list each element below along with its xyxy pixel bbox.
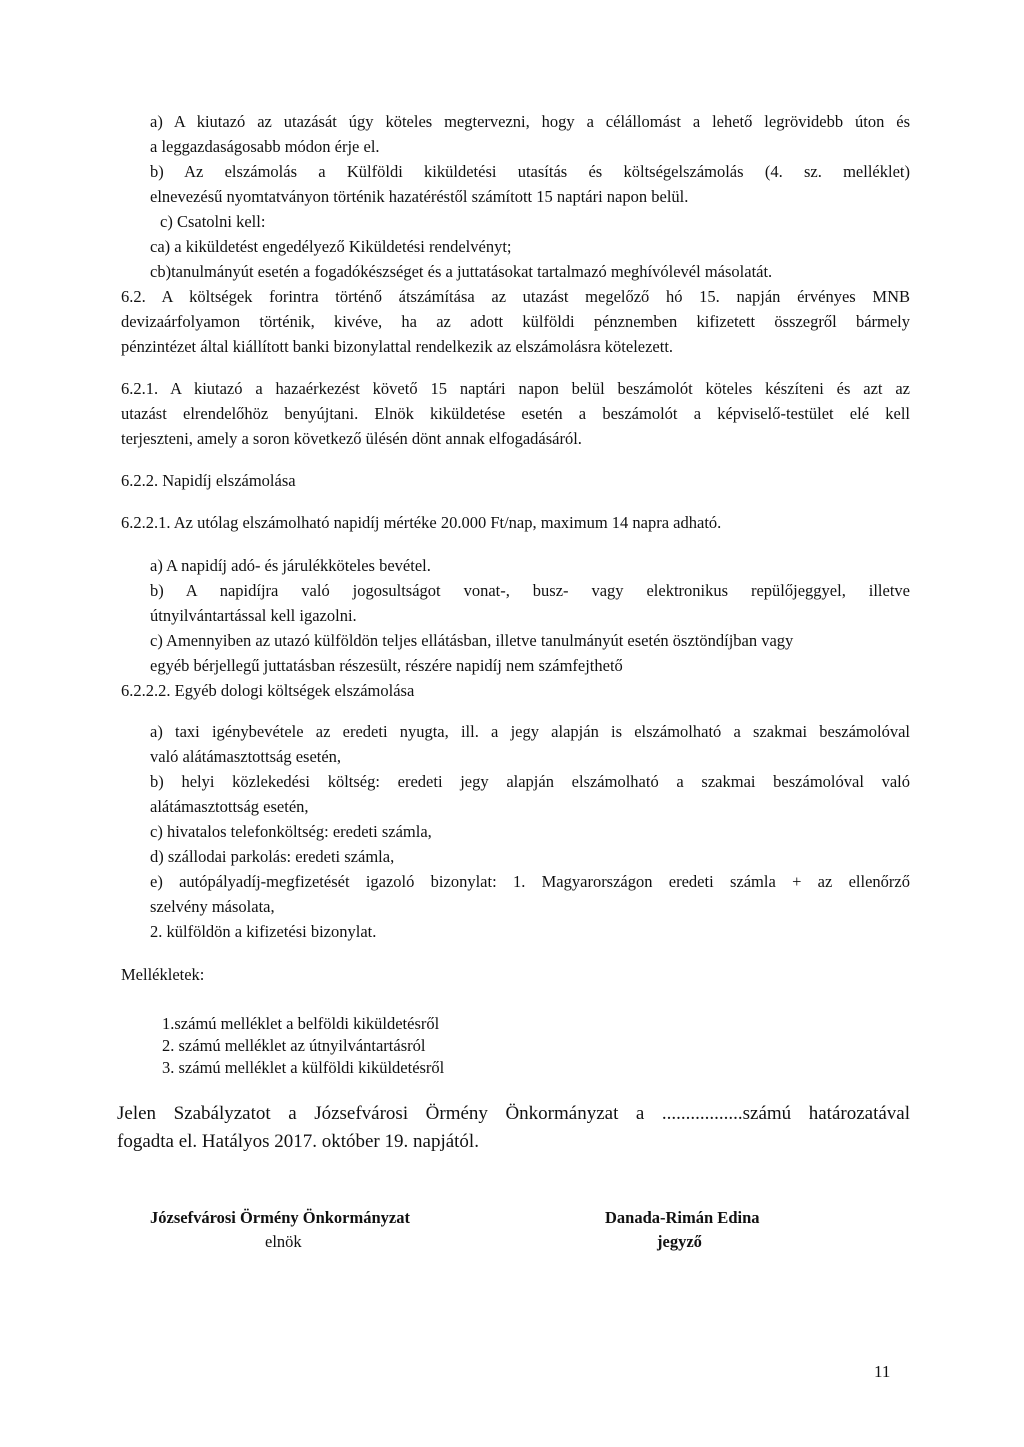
attachments-heading: Mellékletek: (121, 965, 205, 984)
text-line: útnyilvántartással kell igazolni. (150, 606, 357, 625)
section-6-2-2-1: 6.2.2.1. Az utólag elszámolható napidíj mértéke 20.000 Ft/nap, maximum 14 napra adható. (121, 513, 722, 532)
text-line: való alátámasztottság esetén, (150, 747, 342, 766)
text-line: d) szállodai parkolás: eredeti számla, (150, 847, 395, 866)
text-line: szelvény másolata, (150, 897, 275, 916)
text-line: cb)tanulmányút esetén a fogadókészséget és a juttatásokat tartalmazó meghívólevél másolatát. (150, 262, 773, 281)
text-line: a leggazdaságosabb módon érje el. (150, 137, 380, 156)
text-line: ca) a kiküldetést engedélyező Kiküldetési rendelvényt; (150, 237, 512, 256)
text-line: a) A napidíj adó- és járulékköteles bevétel. (150, 556, 431, 575)
signature-left-org: Józsefvárosi Örmény Önkormányzat (150, 1208, 410, 1227)
text-line: elnevezésű nyomtatványon történik hazatéréstől számított 15 naptári napon belül. (150, 187, 689, 206)
signature-right-role: jegyző (657, 1232, 702, 1251)
section-6-2-1: 6.2.1. A kiutazó a hazaérkezést követő 15 naptári napon belül beszámolót köteles készíteni és azt az (121, 379, 910, 398)
attachment-item: 2. számú melléklet az útnyilvántartásról (162, 1036, 426, 1055)
effective-date: fogadta el. Hatályos 2017. október 19. napjától. (117, 1131, 479, 1152)
text-line: a) taxi igénybevétele az eredeti nyugta, ill. a jegy alapján is elszámolható a szakmai beszámolóval (150, 722, 910, 741)
text-line: egyéb bérjellegű juttatásban részesült, részére napidíj nem számfejthető (150, 656, 623, 675)
text-line: terjeszteni, amely a soron következő ülésén dönt annak elfogadásáról. (121, 429, 582, 448)
text-line: a) A kiutazó az utazását úgy köteles megtervezni, hogy a célállomást a lehető legrövidebb úton és (150, 112, 910, 131)
text-line: c) hivatalos telefonköltség: eredeti számla, (150, 822, 432, 841)
signature-right-name: Danada-Rimán Edina (605, 1208, 760, 1227)
attachment-item: 3. számú melléklet a külföldi kiküldetésről (162, 1058, 445, 1077)
section-6-2-2-heading: 6.2.2. Napidíj elszámolása (121, 471, 296, 490)
text-line: b) helyi közlekedési költség: eredeti jegy alapján elszámolható a szakmai beszámolóval való (150, 772, 910, 791)
text-line: utazást elrendelőhöz benyújtani. Elnök kiküldetése esetén a beszámolót a képviselő-testület elé kell (121, 404, 910, 423)
text-line: alátámasztottság esetén, (150, 797, 309, 816)
text-line: e) autópályadíj-megfizetését igazoló bizonylat: 1. Magyarországon eredeti számla + az ellenőrző (150, 872, 910, 891)
text-line: b) A napidíjra való jogosultságot vonat-, busz- vagy elektronikus repülőjeggyel, illetve (150, 581, 910, 600)
text-line: pénzintézet által kiállított banki bizonylattal rendelkezik az elszámolásra kötelezett. (121, 337, 674, 356)
text-line: 2. külföldön a kifizetési bizonylat. (150, 922, 377, 941)
section-6-2-2-2-heading: 6.2.2.2. Egyéb dologi költségek elszámolása (121, 681, 415, 700)
text-line: b) Az elszámolás a Külföldi kiküldetési utasítás és költségelszámolás (4. sz. melléklet) (150, 162, 910, 181)
attachment-item: 1.számú melléklet a belföldi kiküldetésről (162, 1014, 440, 1033)
page-number: 11 (874, 1362, 891, 1381)
text-line: c) Csatolni kell: (160, 212, 266, 231)
section-6-2: 6.2. A költségek forintra történő átszámítása az utazást megelőző hó 15. napján érvényes MNB (121, 287, 910, 306)
adoption-statement: Jelen Szabályzatot a Józsefvárosi Örmény Önkormányzat a .................számú határozatával (117, 1103, 910, 1124)
text-line: devizaárfolyamon történik, kivéve, ha az adott külföldi pénznemben kifizetett összegről bármely (121, 312, 910, 331)
signature-left-role: elnök (265, 1232, 302, 1251)
text-line: c) Amennyiben az utazó külföldön teljes ellátásban, illetve tanulmányút esetén ösztöndíjban vagy (150, 631, 794, 650)
